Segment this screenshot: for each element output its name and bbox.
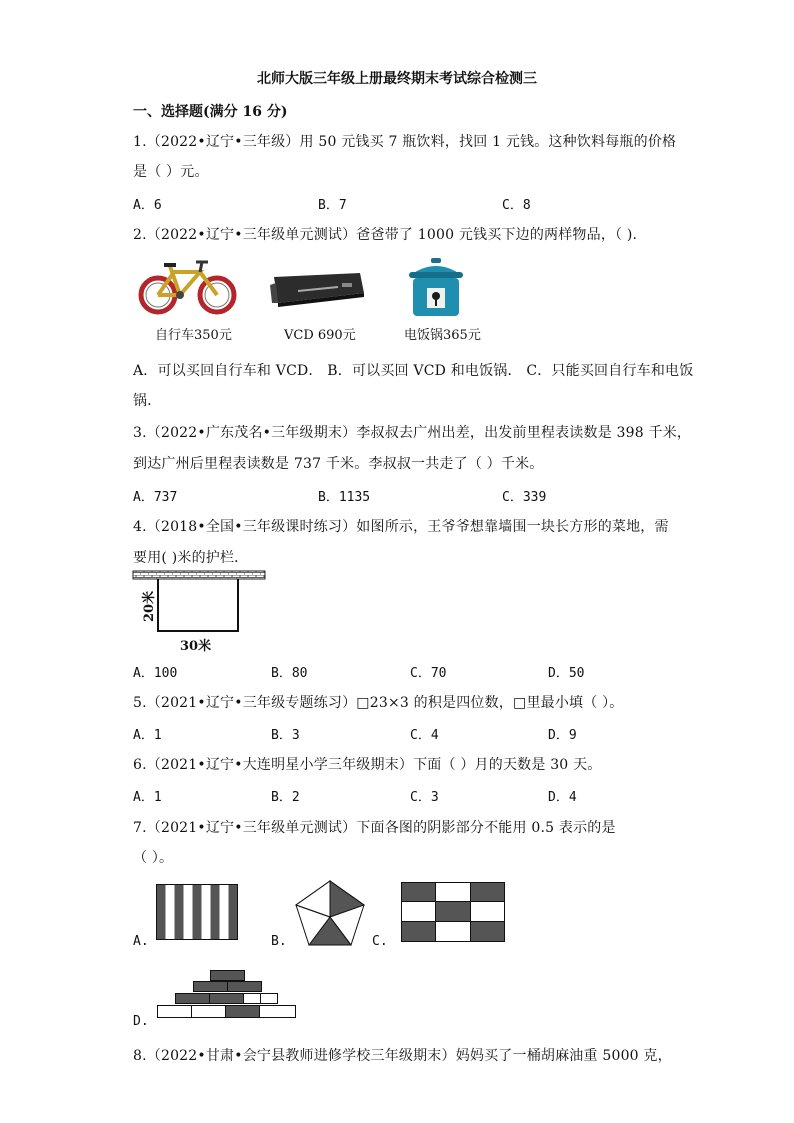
figure-b-pentagon — [294, 879, 366, 947]
question-7-option-b[interactable]: B. — [271, 934, 287, 949]
question-5-option-c[interactable]: C．4 — [410, 728, 439, 743]
question-6-option-b[interactable]: B．2 — [271, 790, 300, 805]
question-7-option-d[interactable]: D. — [133, 1014, 149, 1029]
rice-cooker-caption: 电饭锅365元 — [404, 328, 481, 343]
question-6-text: 6.（2021•辽宁•大连明星小学三年级期末）下面（ ）月的天数是 30 天。 — [133, 757, 602, 773]
figure-c-grid — [401, 882, 505, 942]
figure-d-pyramid — [156, 968, 298, 1022]
question-7-option-a[interactable]: A. — [133, 934, 149, 949]
question-1-text-line2: 是（ ）元。 — [133, 164, 209, 180]
page-title: 北师大版三年级上册最终期末考试综合检测三 — [257, 71, 537, 87]
question-8-text: 8.（2022•甘肃•会宁县教师进修学校三年级期末）妈妈买了一桶胡麻油重 5000 克， — [133, 1048, 672, 1064]
figure-a-stripes — [156, 884, 238, 940]
question-1-text-line1: 1.（2022•辽宁•三年级）用 50 元钱买 7 瓶饮料，找回 1 元钱。这种饮料每瓶的价格 — [133, 134, 677, 150]
question-7-option-c[interactable]: C. — [372, 934, 388, 949]
side-length-label: 20米 — [142, 590, 157, 622]
question-5-option-b[interactable]: B．3 — [271, 728, 300, 743]
question-3-text-line1: 3.（2022•广东茂名•三年级期末）李叔叔去广州出差，出发前里程表读数是 398 千米， — [133, 425, 692, 441]
question-3-text-line2: 到达广州后里程表读数是 737 千米。李叔叔一共走了（ ）千米。 — [133, 456, 544, 472]
vcd-player-image — [268, 273, 366, 307]
question-2-options-line2: 锅． — [133, 393, 162, 409]
question-1-option-a[interactable]: A．6 — [133, 198, 162, 213]
question-3-option-c[interactable]: C．339 — [502, 490, 547, 505]
question-4-text-line1: 4.（2018•全国•三年级课时练习）如图所示，王爷爷想靠墙围一块长方形的菜地，需 — [133, 519, 669, 535]
section-heading: 一、选择题(满分 16 分) — [133, 104, 288, 120]
question-2-options-line1[interactable]: A．可以买回自行车和 VCD． B．可以买回 VCD 和电饭锅． C．只能买回自行车和电饭 — [133, 363, 694, 379]
question-4-option-a[interactable]: A．100 — [133, 666, 178, 681]
vcd-caption: VCD 690元 — [284, 328, 356, 343]
bicycle-image — [138, 258, 238, 316]
bottom-length-label: 30米 — [180, 639, 212, 654]
question-5-option-a[interactable]: A．1 — [133, 728, 162, 743]
question-2-text-line1: 2.（2022•辽宁•三年级单元测试）爸爸带了 1000 元钱买下边的两样物品，（ ). — [133, 227, 638, 243]
question-7-text-line2: （ ）。 — [133, 850, 174, 866]
question-3-option-a[interactable]: A．737 — [133, 490, 178, 505]
question-3-option-b[interactable]: B．1135 — [318, 490, 371, 505]
rice-cooker-image — [408, 258, 464, 318]
question-4-option-c[interactable]: C．70 — [410, 666, 447, 681]
question-4-text-line2: 要用( )米的护栏． — [133, 550, 249, 566]
question-7-text-line1: 7.（2021•辽宁•三年级单元测试）下面各图的阴影部分不能用 0.5 表示的是 — [133, 820, 616, 836]
question-1-option-c[interactable]: C．8 — [502, 198, 531, 213]
bicycle-caption: 自行车350元 — [155, 328, 232, 343]
question-5-option-d[interactable]: D．9 — [548, 728, 577, 743]
question-6-option-c[interactable]: C．3 — [410, 790, 439, 805]
question-4-option-b[interactable]: B．80 — [271, 666, 308, 681]
question-4-option-d[interactable]: D．50 — [548, 666, 585, 681]
question-6-option-a[interactable]: A．1 — [133, 790, 162, 805]
question-6-option-d[interactable]: D．4 — [548, 790, 577, 805]
question-1-option-b[interactable]: B．7 — [318, 198, 347, 213]
question-5-text: 5.（2021•辽宁•三年级专题练习）□23×3 的积是四位数，□里最小填（ ）。 — [133, 695, 624, 711]
